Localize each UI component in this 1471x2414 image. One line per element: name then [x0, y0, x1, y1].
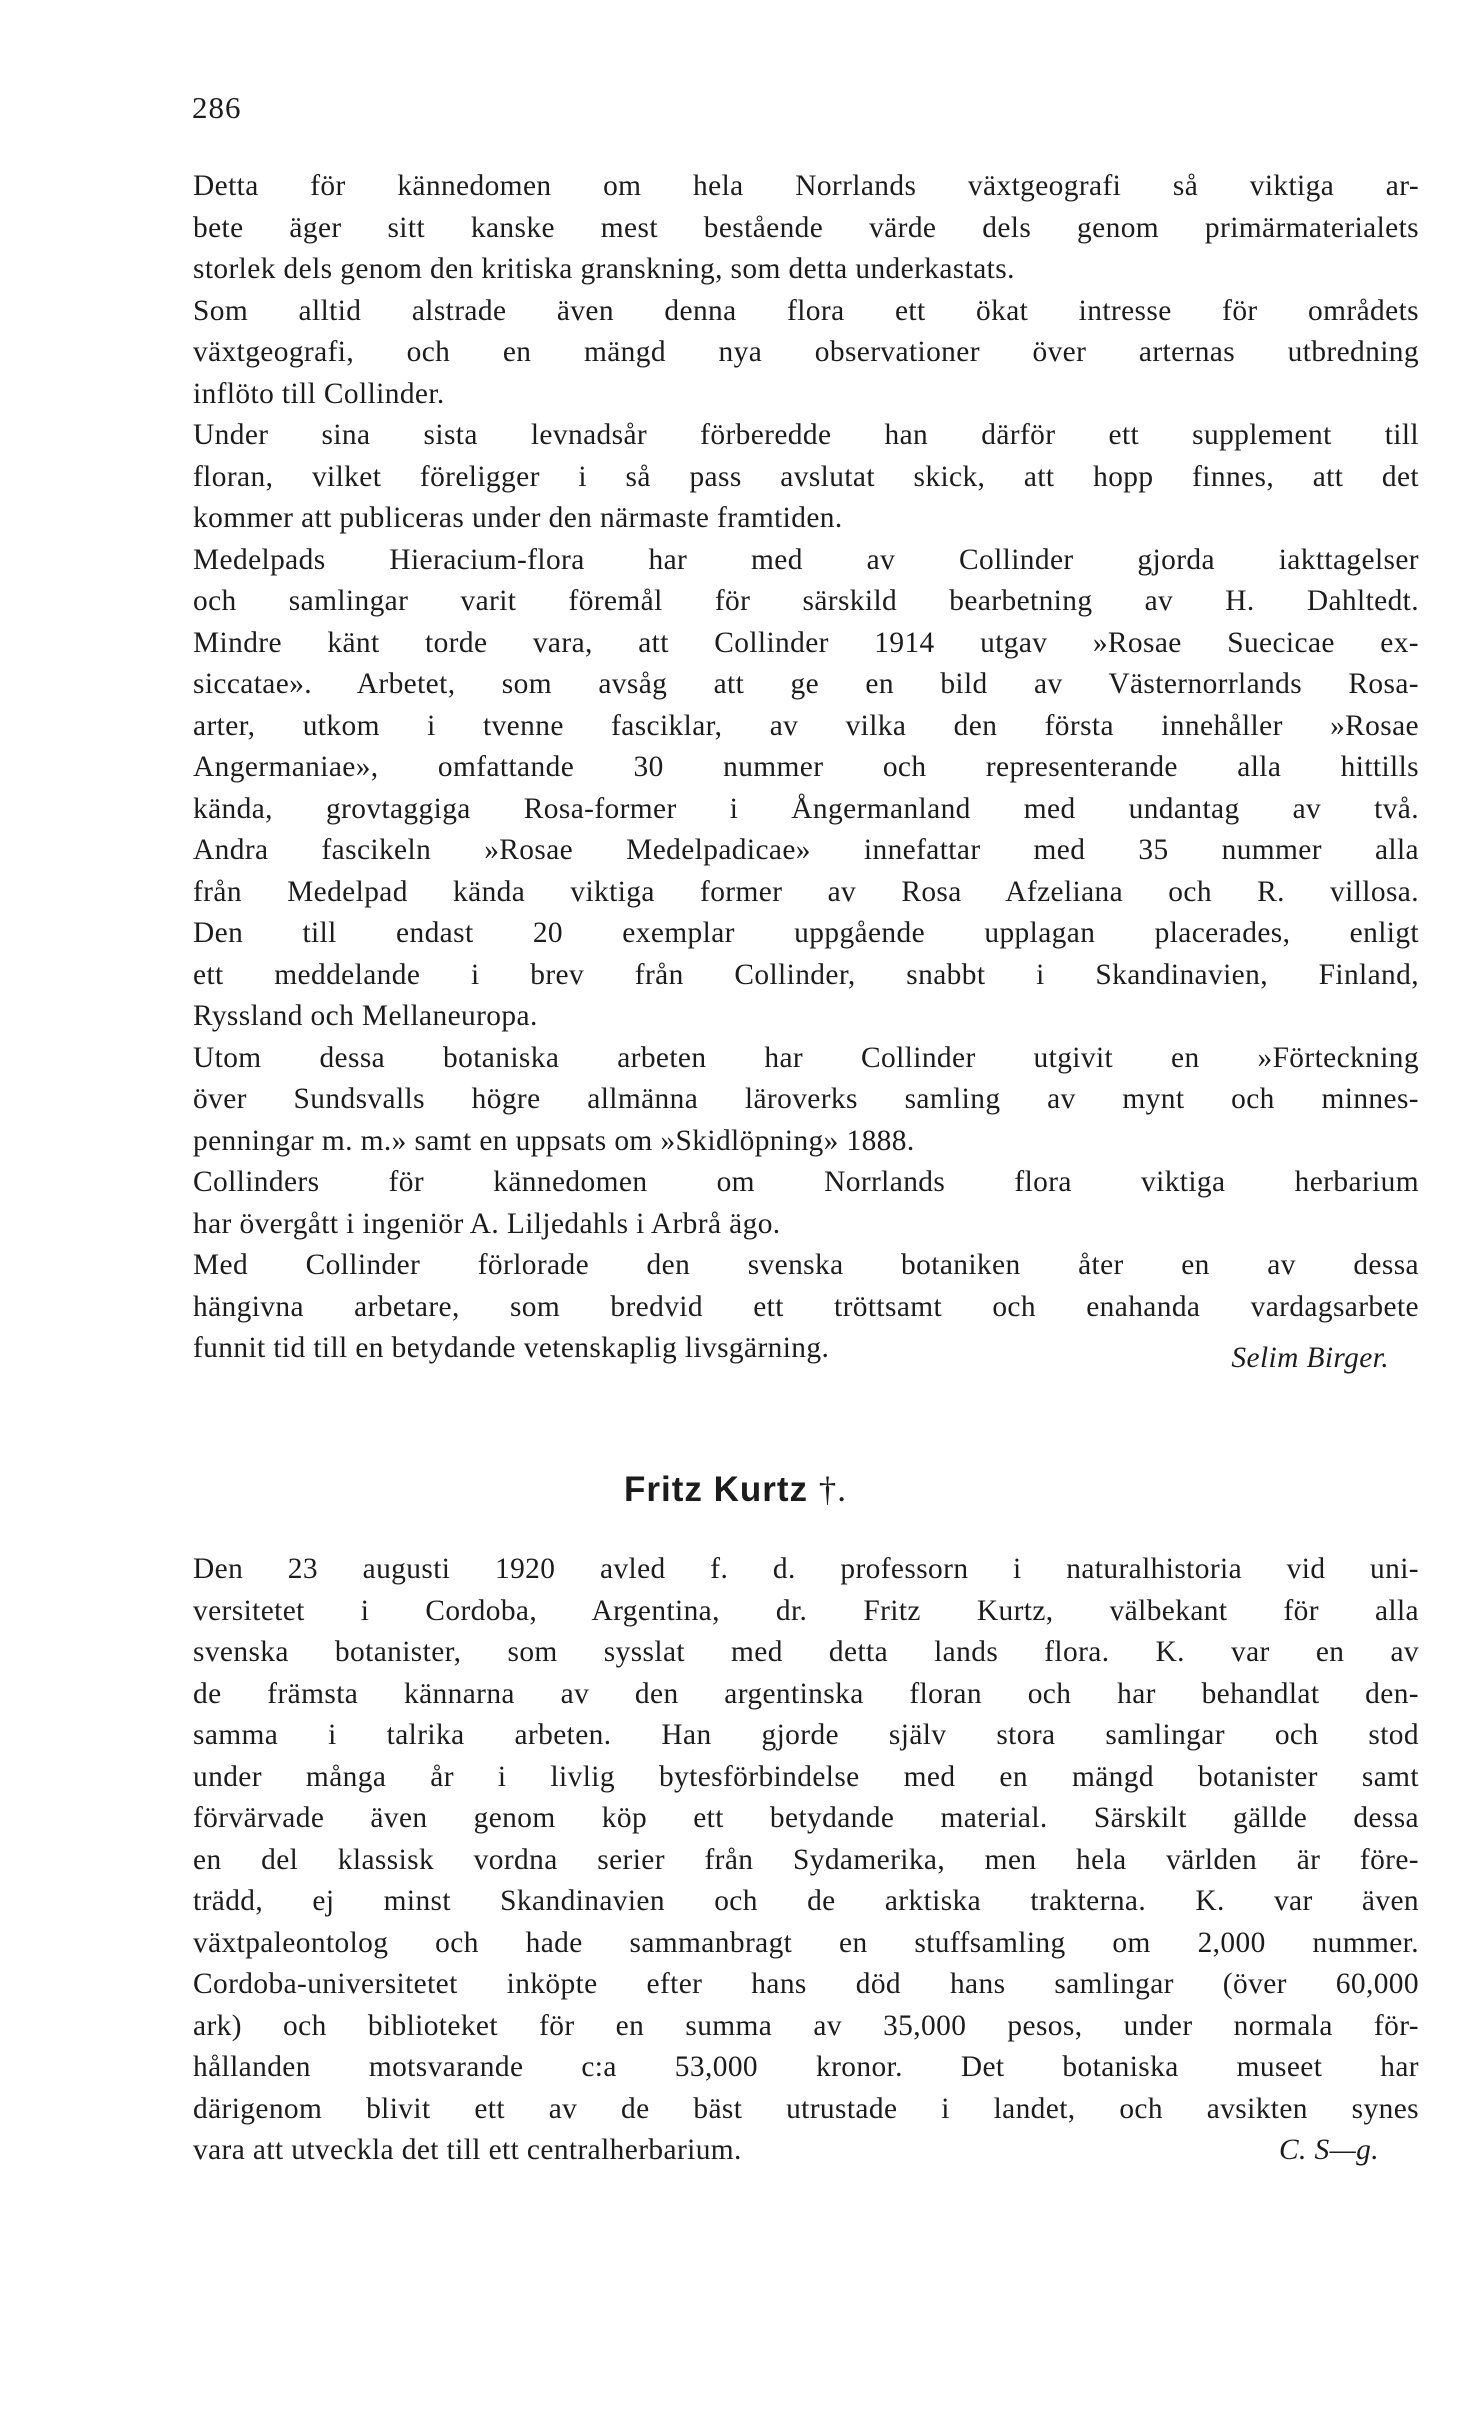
text-line: bete äger sitt kanske mest bestående värde dels genom primärmaterialets [193, 211, 1419, 244]
text-line: har övergått i ingeniör A. Liljedahls i Arbrå ägo. [193, 1207, 781, 1240]
text-line: ark) och biblioteket för en summa av 35,000 pesos, under normala för- [193, 2009, 1419, 2042]
text-line: Andra fascikeln »Rosae Medelpadicae» innefattar med 35 nummer alla [193, 834, 1419, 866]
text-line: växtpaleontolog och hade sammanbragt en stuffsamling om 2,000 nummer. [193, 1926, 1419, 1959]
text-line: Mindre känt torde vara, att Collinder 1914 utgav »Rosae Suecicae ex- [193, 626, 1419, 659]
page-number: 286 [192, 90, 242, 125]
text-line-with-signature [193, 1328, 1419, 1374]
obituary-heading [0, 1470, 1471, 1510]
text-line: Som alltid alstrade även denna flora ett ökat intresse för områdets [193, 294, 1419, 327]
text-line: och samlingar varit föremål för särskild bearbetning av H. Dahltedt. [193, 585, 1419, 617]
text-line: siccatae». Arbetet, som avsåg att ge en bild av Västernorrlands Rosa- [193, 668, 1419, 700]
text-line: förvärvade även genom köp ett betydande material. Särskilt gällde dessa [193, 1802, 1419, 1834]
text-line: från Medelpad kända viktiga former av Rosa Afzeliana och R. villosa. [193, 875, 1419, 908]
text-line: storlek dels genom den kritiska granskning, som detta underkastats. [193, 253, 1015, 285]
text-line: därigenom blivit ett av de bäst utrustade i landet, och avsikten synes [193, 2092, 1419, 2125]
text-line: Detta för kännedomen om hela Norrlands växtgeografi så viktiga ar- [193, 170, 1419, 202]
text-line: Utom dessa botaniska arbeten har Collinder utgivit en »Förteckning [193, 1041, 1419, 1074]
signature-csg: C. S—g. [1279, 2134, 1379, 2166]
text-line: de främsta kännarna av den argentinska floran och har behandlat den- [193, 1677, 1419, 1710]
text-line: svenska botanister, som sysslat med detta lands flora. K. var en av [193, 1636, 1419, 1668]
text-line: Den till endast 20 exemplar uppgående upplagan placerades, enligt [193, 917, 1419, 949]
heading-name: Fritz Kurtz [623, 1470, 809, 1509]
text-line: trädd, ej minst Skandinavien och de arktiska trakterna. K. var även [193, 1885, 1419, 1917]
text-line: över Sundsvalls högre allmänna läroverks samling av mynt och minnes- [193, 1083, 1419, 1115]
text-line: inflöto till Collinder. [193, 377, 445, 410]
text-line: hängivna arbetare, som bredvid ett tröttsamt och enahanda vardagsarbete [193, 1290, 1419, 1323]
text-line: hållanden motsvarande c:a 53,000 kronor. Det botaniska museet har [193, 2051, 1419, 2083]
article-collinder [193, 166, 1419, 1374]
signature-birger: Selim Birger. [1231, 1342, 1389, 1374]
article-kurtz [193, 1549, 1419, 2172]
text-line-with-signature [193, 2130, 1419, 2172]
text-line: Ryssland och Mellaneuropa. [193, 1000, 538, 1032]
text-line: funnit tid till en betydande vetenskaplig livsgärning. [193, 1332, 830, 1364]
text-line: arter, utkom i tvenne fasciklar, av vilka den första innehåller »Rosae [193, 709, 1419, 742]
text-line: ett meddelande i brev från Collinder, snabbt i Skandinavien, Finland, [193, 958, 1419, 991]
text-line: vara att utveckla det till ett centralherbarium. [193, 2134, 742, 2166]
text-line: Angermaniae», omfattande 30 nummer och representerande alla hittills [193, 751, 1419, 783]
text-line: floran, vilket föreligger i så pass avslutat skick, att hopp finnes, att det [193, 460, 1419, 493]
text-line: växtgeografi, och en mängd nya observationer över arternas utbredning [193, 336, 1419, 368]
text-line: samma i talrika arbeten. Han gjorde själv stora samlingar och stod [193, 1719, 1419, 1751]
text-line: Med Collinder förlorade den svenska botaniken åter en av dessa [193, 1249, 1419, 1281]
text-line: en del klassisk vordna serier från Sydamerika, men hela världen är före- [193, 1843, 1419, 1876]
text-line: Medelpads Hieracium-flora har med av Collinder gjorda iakttagelser [193, 543, 1419, 576]
heading-mark: †. [818, 1470, 848, 1509]
text-line: kommer att publiceras under den närmaste framtiden. [193, 502, 843, 534]
text-line: penningar m. m.» samt en uppsats om »Skidlöpning» 1888. [193, 1124, 915, 1157]
text-line: Cordoba-universitetet inköpte efter hans död hans samlingar (över 60,000 [193, 1968, 1419, 2000]
text-line: Collinders för kännedomen om Norrlands flora viktiga herbarium [193, 1166, 1419, 1198]
text-line: Under sina sista levnadsår förberedde han därför ett supplement till [193, 419, 1419, 451]
text-line: Den 23 augusti 1920 avled f. d. professorn i naturalhistoria vid uni- [193, 1553, 1419, 1585]
text-line: versitetet i Cordoba, Argentina, dr. Fritz Kurtz, välbekant för alla [193, 1594, 1419, 1627]
text-line: under många år i livlig bytesförbindelse med en mängd botanister samt [193, 1760, 1419, 1793]
text-line: kända, grovtaggiga Rosa-former i Ångermanland med undantag av två. [193, 792, 1419, 825]
